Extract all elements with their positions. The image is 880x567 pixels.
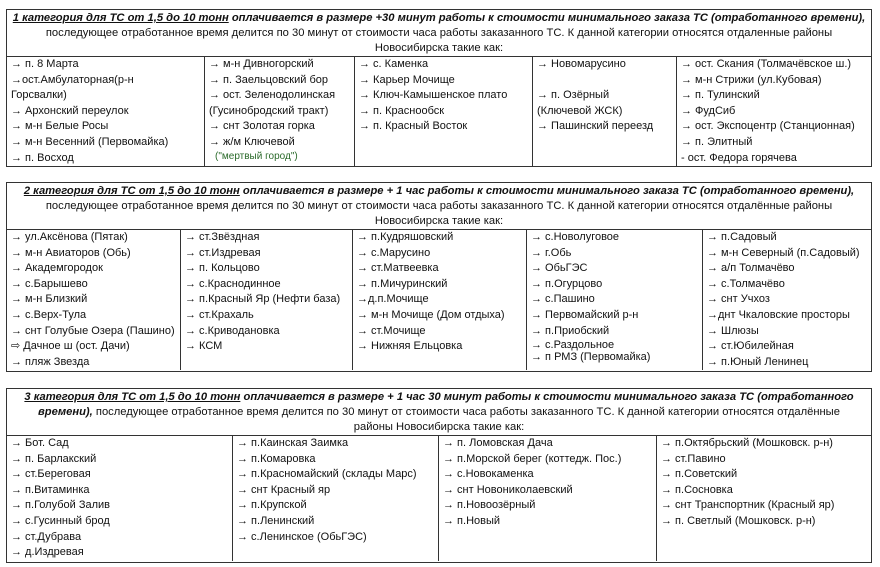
list-item: → Нижняя Ельцовка: [357, 340, 463, 353]
list-item: → с.Барышево: [11, 277, 88, 290]
list-item: → ст.Мочище: [357, 324, 426, 337]
category-3-col-2: [233, 436, 439, 561]
list-item: → снт Учхоз: [707, 293, 770, 306]
category-1-columns: [7, 57, 871, 166]
list-item: → п.Каинская Заимка: [237, 437, 349, 449]
list-item: → Карьер Мочище: [359, 73, 455, 86]
list-item: ⇨ Дачное ш (ост. Дачи): [11, 340, 130, 353]
list-item: → снт Голубые Озера (Пашино): [11, 324, 175, 337]
list-item: → п. Красный Восток: [359, 120, 468, 133]
list-item: → м-н Стрижи (ул.Кубовая): [681, 73, 822, 86]
list-item: → Ключ-Камышенское плато: [359, 89, 508, 102]
list-item: → Новомарусино: [537, 58, 626, 70]
list-item: → ст.Павино: [661, 452, 726, 465]
list-item: → ст.Звёздная: [185, 231, 260, 243]
list-item: → Архонский переулок: [11, 104, 129, 117]
list-item: → ул.Аксёнова (Пятак): [11, 231, 128, 243]
list-item: → п. 8 Марта: [11, 58, 79, 70]
category-1-title-rest: оплачивается в размере +30 минут работы к стоимости минимального заказа ТС (отработанного времени),: [228, 12, 866, 24]
list-item: → ст.Юбилейная: [707, 340, 794, 353]
list-item: →днт Чкаловские просторы: [707, 308, 850, 321]
list-item: → п.Голубой Залив: [11, 499, 110, 512]
list-item-note: ("мертвый город"): [215, 150, 298, 162]
list-item: → ж/м Ключевой: [209, 135, 295, 148]
list-item: → п.Морской берег (коттедж. Пос.): [443, 452, 622, 465]
list-item: → ост. Экспоцентр (Станционная): [681, 120, 855, 133]
list-item: → п.Юный Ленинец: [707, 355, 809, 368]
list-item: → с.Пашино: [531, 293, 595, 306]
category-1-col-4: [533, 57, 677, 166]
list-item: → ост. Скания (Толмачёвское ш.): [681, 58, 852, 70]
category-3-title-cont: времени),: [38, 406, 93, 418]
category-2-col-2: [181, 230, 353, 370]
category-1-title: 1 категория для ТС от 1,5 до 10 тонн: [12, 12, 229, 24]
list-item: → п. Ломовская Дача: [443, 437, 553, 449]
category-2-col-4: [527, 230, 703, 370]
list-item: → м-н Весенний (Первомайка): [11, 135, 169, 148]
category-3-line2: последующее отработанное время делится по 30 минут от стоимости часа работы заказанного ТС. К данной категории относятся отдалённые: [92, 406, 840, 418]
list-item: → п РМЗ (Первомайка): [531, 351, 651, 364]
list-item: → снт Золотая горка: [209, 120, 315, 133]
list-item: → п.Мичуринский: [357, 277, 448, 290]
category-1-col-2: [205, 57, 355, 166]
category-1-col-3: [355, 57, 533, 166]
list-item: → п.Красномайский (склады Марс): [237, 468, 417, 481]
category-3-col-1: [7, 436, 233, 561]
list-item: → с.Ленинское (ОбьГЭС): [237, 530, 367, 543]
category-3-col-3: [439, 436, 657, 561]
category-3-title: 3 категория для ТС от 1,5 до 10 тонн: [24, 391, 241, 403]
category-1-col-1: [7, 57, 205, 166]
list-item: → м-н Близкий: [11, 293, 88, 306]
category-1-header: [7, 10, 871, 57]
list-item: → КСМ: [185, 340, 223, 353]
list-item: → п.Новый: [443, 514, 501, 527]
category-1-line3: Новосибирска такие как:: [374, 42, 504, 54]
list-item: → ост. Зеленодолинская: [209, 89, 336, 102]
category-2-header: [7, 183, 871, 230]
list-item: → Шлюзы: [707, 324, 759, 337]
list-item: → п. Элитный: [681, 135, 753, 148]
list-item: → ст.Крахаль: [185, 308, 254, 321]
list-item: → Пашинский переезд: [537, 120, 654, 133]
list-item: → снт Красный яр: [237, 483, 331, 496]
list-item: → м-н Авиаторов (Обь): [11, 246, 131, 259]
list-item: →д.п.Мочище: [357, 293, 429, 306]
list-item: - ост. Федора горячева: [681, 151, 797, 164]
list-item: → п.Новоозёрный: [443, 499, 536, 512]
list-item: → Бот. Сад: [11, 437, 69, 449]
list-item: → п. Тулинский: [681, 89, 760, 102]
list-item: → с.Марусино: [357, 246, 431, 259]
list-item: → ст.Издревая: [185, 246, 261, 259]
category-2-columns: [7, 230, 871, 370]
category-2-col-1: [7, 230, 181, 370]
list-item: → п.Красный Яр (Нефти база): [185, 293, 341, 306]
category-1-block: [6, 9, 872, 167]
category-2-line3: Новосибирска такие как:: [374, 215, 504, 227]
list-item: → п. Озёрный: [537, 89, 610, 102]
list-item: → с.Новокаменка: [443, 468, 534, 481]
list-item: → снт Новониколаевский: [443, 483, 573, 496]
category-3-block: [6, 388, 872, 563]
list-item: → снт Транспортник (Красный яр): [661, 499, 835, 512]
list-item: → м-н Белые Росы: [11, 120, 109, 133]
list-item: →ост.Амбулаторная(р-н: [11, 73, 134, 86]
list-item: → г.Обь: [531, 246, 572, 259]
list-item: → п.Кудряшовский: [357, 231, 454, 243]
list-item: → п. Краснообск: [359, 104, 445, 117]
category-2-col-5: [703, 230, 871, 370]
list-item: → ст.Матвеевка: [357, 262, 439, 275]
category-3-col-4: [657, 436, 871, 561]
list-item: → с.Верх-Тула: [11, 308, 87, 321]
list-item: → п.Витаминка: [11, 483, 90, 496]
list-item: → пляж Звезда: [11, 355, 90, 368]
list-item: → п. Светлый (Мошковск. р-н): [661, 514, 816, 527]
list-item: → с.Раздольное: [531, 339, 615, 352]
list-item: → п.Комаровка: [237, 452, 316, 465]
list-item: [537, 73, 676, 89]
list-item: → с.Гусинный брод: [11, 514, 110, 527]
list-item: → д.Издревая: [11, 546, 84, 559]
list-item: → ст.Береговая: [11, 468, 91, 481]
list-item: (Гусинобродский тракт): [209, 104, 329, 117]
list-item: → п.Огурцово: [531, 277, 603, 290]
category-3-title-rest: оплачивается в размере + 1 час 30 минут работы к стоимости минимального заказа ТС (отработанного: [240, 391, 854, 403]
list-item: → п. Заельцовский бор: [209, 73, 328, 86]
list-item: → с.Толмачёво: [707, 277, 785, 290]
list-item: → п. Кольцово: [185, 262, 260, 275]
list-item: → Академгородок: [11, 262, 103, 275]
list-item: → с.Новолуговое: [531, 231, 620, 243]
list-item: → ст.Дубрава: [11, 530, 82, 543]
category-2-col-3: [353, 230, 527, 370]
list-item: → с. Каменка: [359, 58, 429, 70]
list-item: → п.Сосновка: [661, 483, 733, 496]
category-3-header: [7, 389, 871, 436]
list-item: → с.Криводановка: [185, 324, 280, 337]
category-1-line2: последующее отработанное время делится по 30 минут от стоимости часа работы заказанного ТС. К данной категории относятся отдаленные районы: [45, 27, 833, 39]
list-item: → м-н Дивногорский: [209, 58, 314, 70]
category-2-line2: последующее отработанное время делится по 30 минут от стоимости часа работы заказанного ТС. К данной категории относятся отдалённые районы: [45, 200, 833, 212]
list-item: → п.Крупской: [237, 499, 307, 512]
category-2-block: [6, 182, 872, 372]
list-item: → м-н Мочище (Дом отдыха): [357, 308, 505, 321]
category-1-col-5: [677, 57, 871, 166]
list-item: → с.Краснодинное: [185, 277, 281, 290]
category-2-title-rest: оплачивается в размере + 1 час работы к стоимости минимального заказа ТС (отработанного времени),: [239, 185, 855, 197]
list-item: → ФудСиб: [681, 104, 736, 117]
category-3-line3: районы Новосибирска такие как:: [353, 421, 525, 433]
list-item: → п.Советский: [661, 468, 738, 481]
list-item: → м-н Северный (п.Садовый): [707, 246, 860, 259]
category-2-title: 2 категория для ТС от 1,5 до 10 тонн: [23, 185, 240, 197]
list-item: → п.Приобский: [531, 324, 610, 337]
list-item: → п. Восход: [11, 151, 74, 164]
list-item: → п. Барлакский: [11, 452, 97, 465]
list-item: → ОбьГЭС: [531, 262, 588, 275]
list-item: → п.Садовый: [707, 231, 777, 243]
list-item: Горсвалки): [11, 89, 67, 102]
category-3-columns: [7, 436, 871, 561]
list-item: (Ключевой ЖСК): [537, 104, 623, 117]
list-item: → п.Октябрьский (Мошковск. р-н): [661, 437, 833, 449]
list-item: → п.Ленинский: [237, 514, 315, 527]
list-item: → Первомайский р-н: [531, 308, 639, 321]
list-item: → а/п Толмачёво: [707, 262, 795, 275]
